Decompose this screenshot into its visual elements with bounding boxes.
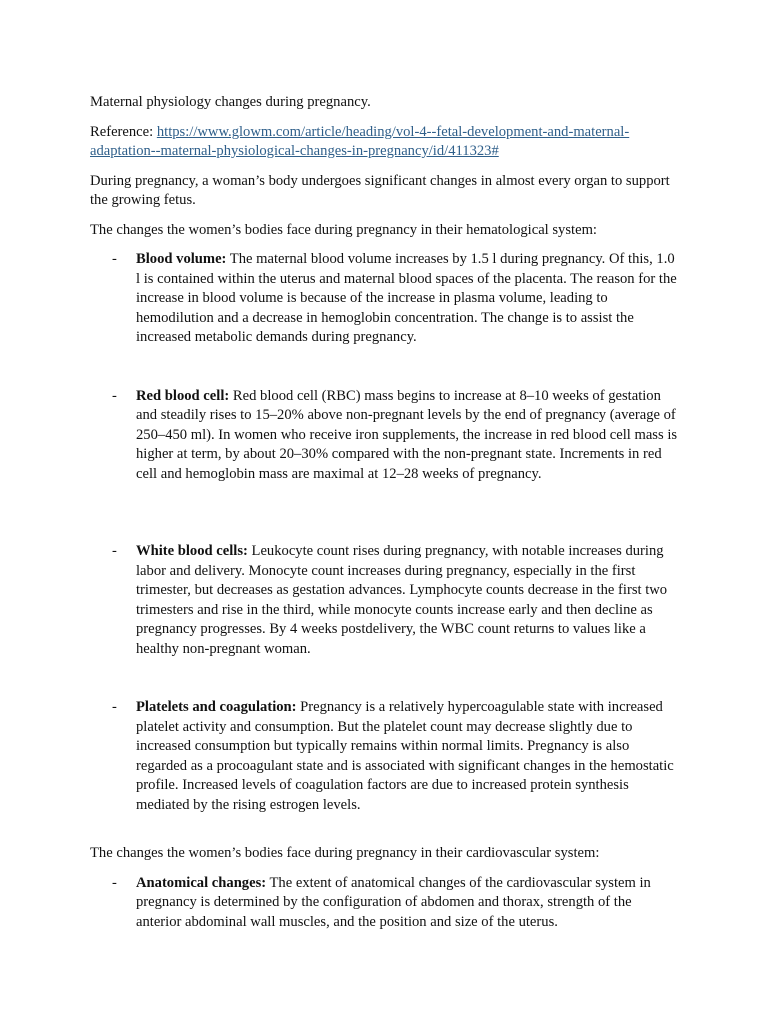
hematological-list — [90, 250, 690, 815]
list-item — [90, 698, 678, 815]
list-item — [90, 250, 678, 348]
item-text: The extent of anatomical changes of the cardiovascular system in pregnancy is determined by the configuration of abdomen and thorax, strength of the anterior abdominal wall muscles, and the position and size of the uterus. — [136, 874, 651, 930]
item-label: Platelets and coagulation: — [136, 699, 297, 715]
item-text: Leukocyte count rises during pregnancy, with notable increases during labor and delivery. Monocyte count increases during pregnancy, especially in the first trimester, but decreases as gestation advances. Lymphocyte counts decrease in the first two trimesters and rise in the third, while monocyte counts increase early and then decline as pregnancy progresses. By 4 weeks postdelivery, the WBC count returns to values like a healthy non-pregnant woman. — [136, 543, 668, 657]
bullet-dash: - — [112, 543, 117, 559]
item-text: The maternal blood volume increases by 1.5 l during pregnancy. Of this, 1.0 l is contained within the uterus and maternal blood spaces of the placenta. The reason for the increase in blood volume is because of the increase in plasma volume, leading to hemodilution and a decrease in hemoglobin concentration. The change is to assist the increased metabolic demands during pregnancy. — [136, 251, 677, 345]
intro-paragraph: During pregnancy, a woman’s body undergoes significant changes in almost every organ to support the growing fetus. — [90, 172, 670, 208]
list-item — [90, 874, 678, 933]
document-body — [90, 93, 690, 932]
item-text: Pregnancy is a relatively hypercoagulable state with increased platelet activity and consumption. But the platelet count may decrease slightly due to increased consumption but typically remains within normal limits. Pregnancy is also regarded as a procoagulant state and is associated with significant changes in the hemostatic profile. Increased levels of coagulation factors are due to increased protein synthesis mediated by the rising estrogen levels. — [136, 699, 674, 813]
reference-line — [90, 123, 690, 162]
document-title: Maternal physiology changes during pregnancy. — [90, 94, 371, 110]
bullet-dash: - — [112, 251, 117, 267]
item-label: Red blood cell: — [136, 387, 230, 404]
list-item — [90, 387, 678, 485]
item-label: White blood cells: — [136, 543, 248, 559]
list-item — [90, 542, 678, 659]
cardiovascular-heading: The changes the women’s bodies face during pregnancy in their cardiovascular system: — [90, 845, 600, 861]
bullet-dash: - — [112, 699, 117, 715]
item-label: Anatomical changes: — [136, 874, 267, 891]
bullet-dash: - — [112, 874, 117, 891]
hematological-heading: The changes the women’s bodies face during pregnancy in their hematological system: — [90, 221, 597, 238]
item-label: Blood volume: — [136, 251, 227, 267]
reference-link[interactable]: https://www.glowm.com/article/heading/vol-4--fetal-development-and-maternal-adaptation--maternal-physiological-changes-in-pregnancy/id/411323# — [90, 123, 630, 159]
reference-label: Reference: — [90, 123, 157, 140]
item-text: Red blood cell (RBC) mass begins to increase at 8–10 weeks of gestation and steadily rises to 15–20% above non-pregnant levels by the end of pregnancy (average of 250–450 ml). In women who receive iron supplements, the increase in red blood cell mass is higher at term, by about 20–30% compared with the non-pregnant state. Increments in red cell and hemoglobin mass are maximal at 12–28 weeks of pregnancy. — [136, 387, 678, 482]
cardiovascular-list — [90, 874, 690, 933]
bullet-dash: - — [112, 387, 117, 404]
